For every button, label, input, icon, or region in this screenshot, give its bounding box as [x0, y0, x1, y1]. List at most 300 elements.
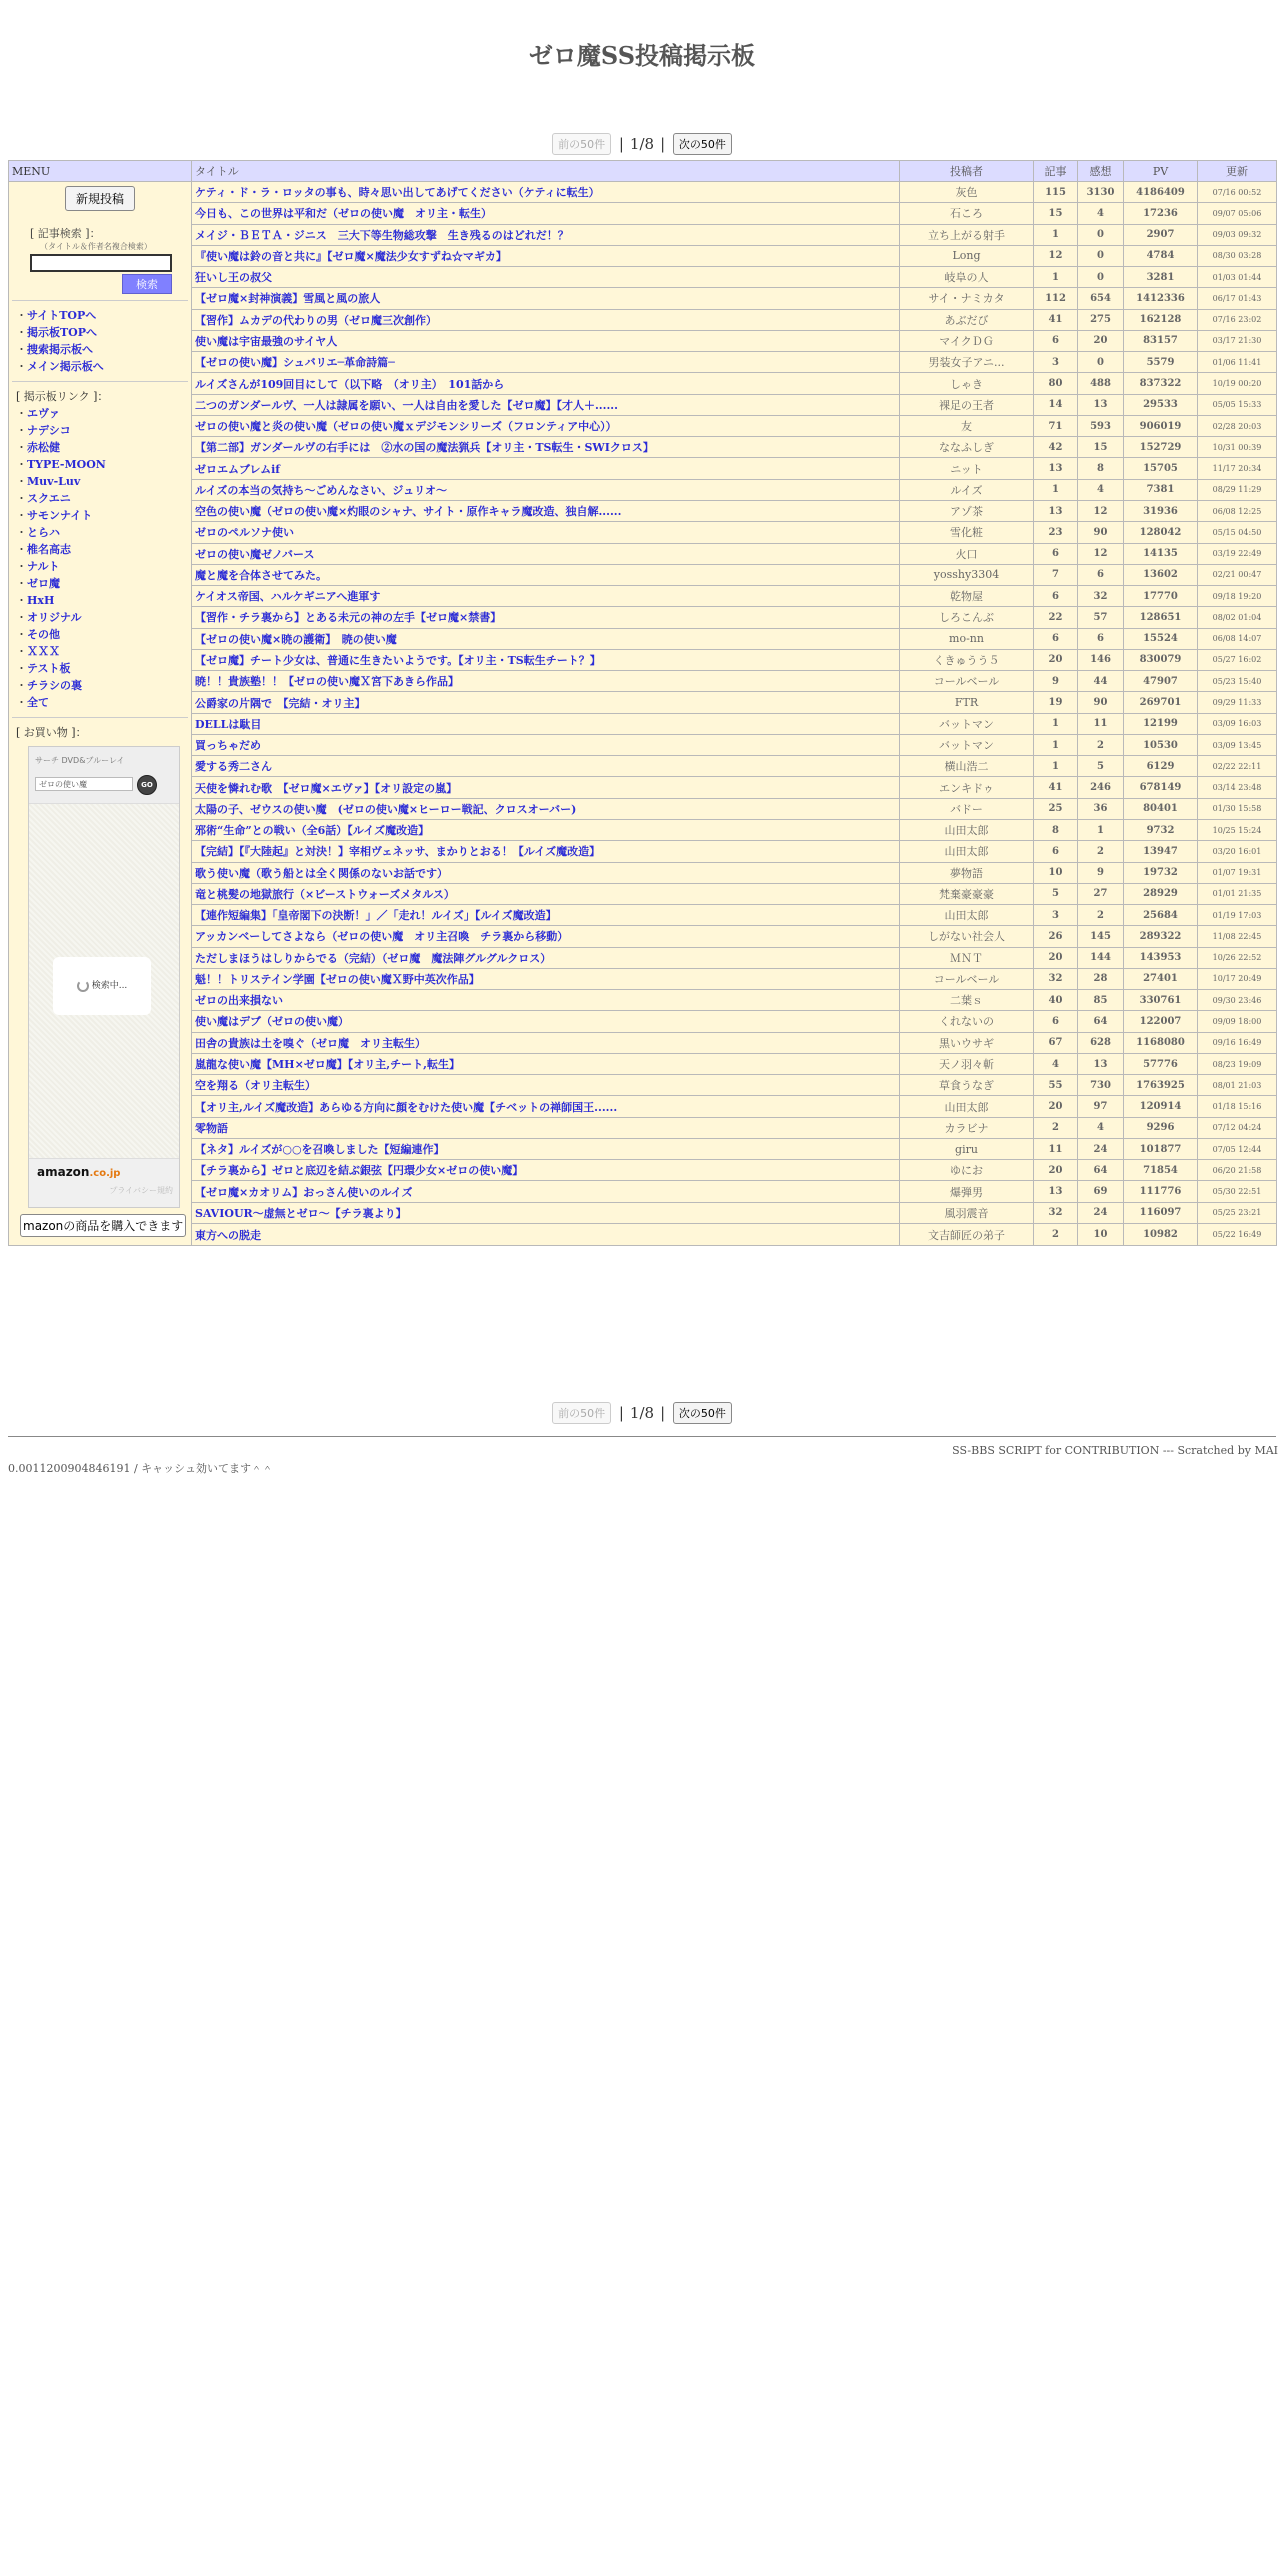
thread-comments: 4 [1078, 1117, 1124, 1138]
thread-title-link[interactable]: ゼロのペルソナ使い [192, 522, 900, 543]
thread-pv: 15705 [1124, 458, 1198, 479]
thread-date: 02/22 22:11 [1198, 756, 1277, 777]
thread-author: 石ころ [900, 203, 1034, 224]
thread-author: ニット [900, 458, 1034, 479]
thread-posts: 6 [1034, 841, 1078, 862]
bbs-link[interactable]: Muv-Luv [27, 475, 81, 488]
thread-title-link[interactable]: 買っちゃだめ [192, 734, 900, 755]
search-label: [ 記事検索 ]： [30, 227, 101, 240]
thread-title-link[interactable]: 使い魔はデブ（ゼロの使い魔） [192, 1011, 900, 1032]
thread-pv: 5579 [1124, 352, 1198, 373]
thread-date: 01/30 15:58 [1198, 798, 1277, 819]
thread-posts: 9 [1034, 671, 1078, 692]
thread-comments: 144 [1078, 947, 1124, 968]
thread-comments: 3130 [1078, 182, 1124, 203]
page-indicator: 1/8 [629, 1404, 655, 1422]
thread-comments: 69 [1078, 1181, 1124, 1202]
thread-comments: 57 [1078, 607, 1124, 628]
thread-title-link[interactable]: ゼロエムブレムif [192, 458, 900, 479]
thread-pv: 3281 [1124, 267, 1198, 288]
thread-author: くれないの [900, 1011, 1034, 1032]
thread-posts: 19 [1034, 692, 1078, 713]
thread-comments: 97 [1078, 1096, 1124, 1117]
thread-posts: 6 [1034, 586, 1078, 607]
thread-pv: 13947 [1124, 841, 1198, 862]
thread-posts: 80 [1034, 373, 1078, 394]
thread-posts: 14 [1034, 394, 1078, 415]
thread-date: 08/29 11:29 [1198, 479, 1277, 500]
thread-comments: 2 [1078, 841, 1124, 862]
amazon-logo[interactable] [37, 1165, 120, 1179]
bbs-link-item: ・オリジナル [16, 611, 82, 624]
thread-title-link[interactable]: 二つのガンダールヴ、一人は隷属を願い、一人は自由を愛した【ゼロ魔】【才人＋...... [192, 394, 900, 415]
table-row [9, 182, 1277, 203]
thread-title-link[interactable]: ただしまほうはしりからでる（完結）（ゼロ魔 魔法陣グルグルクロス） [192, 947, 900, 968]
thread-author: 岐阜の人 [900, 267, 1034, 288]
thread-posts: 20 [1034, 1160, 1078, 1181]
thread-posts: 6 [1034, 1011, 1078, 1032]
thread-title-link[interactable]: 竜と桃髪の地獄旅行（×ビーストウォーズメタルス） [192, 883, 900, 904]
nav-link[interactable]: 掲示板TOPへ [27, 326, 98, 339]
thread-comments: 8 [1078, 458, 1124, 479]
bbs-link[interactable]: エヴァ [27, 407, 60, 420]
bbs-link-item: ・TYPE-MOON [16, 458, 106, 471]
board [8, 160, 1276, 1246]
thread-date: 07/16 00:52 [1198, 182, 1277, 203]
thread-author: しろこんぶ [900, 607, 1034, 628]
shopping-header: [ お買い物 ]： [16, 726, 87, 739]
thread-author: 黒いウサギ [900, 1032, 1034, 1053]
thread-title-link[interactable]: ケイオス帝国、ハルケギニアへ進軍す [192, 586, 900, 607]
thread-pv: 116097 [1124, 1202, 1198, 1223]
bbs-link-item: ・テスト板 [16, 662, 71, 675]
thread-title-link[interactable]: 空を翔る（オリ主転生） [192, 1075, 900, 1096]
thread-posts: 1 [1034, 267, 1078, 288]
menu-header: MENU [9, 161, 192, 182]
thread-author: バットマン [900, 713, 1034, 734]
thread-pv: 330761 [1124, 990, 1198, 1011]
thread-posts: 4 [1034, 1053, 1078, 1074]
thread-title-link[interactable]: 【習作】ムカデの代わりの男（ゼロ魔三次創作） [192, 309, 900, 330]
thread-author: バドー [900, 798, 1034, 819]
bbs-link[interactable]: 全て [27, 696, 49, 709]
bbs-link[interactable]: ＸＸＸ [27, 645, 60, 658]
bbs-link[interactable]: HxH [27, 594, 55, 607]
bbs-link[interactable]: その他 [27, 628, 60, 641]
thread-title-link[interactable]: ゼロの使い魔と炎の使い魔（ゼロの使い魔ｘデジモンシリーズ（フロンティア中心）） [192, 415, 900, 436]
bbs-link-item: ・ＸＸＸ [16, 645, 60, 658]
thread-pv: 143953 [1124, 947, 1198, 968]
thread-title-link[interactable]: 天使を憐れむ歌 【ゼロ魔×エヴァ】【オリ設定の嵐】 [192, 777, 900, 798]
thread-title-link[interactable]: 邪術“生命”との戦い（全6話）【ルイズ魔改造】 [192, 819, 900, 840]
thread-author: ななふしぎ [900, 437, 1034, 458]
table-row [9, 522, 1277, 543]
shopping [12, 724, 188, 1245]
amazon-search-label: サーチ DVD&ブルーレイ [35, 756, 125, 765]
thread-pv: 57776 [1124, 1053, 1198, 1074]
thread-pv: 10982 [1124, 1224, 1198, 1246]
thread-comments: 6 [1078, 628, 1124, 649]
thread-pv: 678149 [1124, 777, 1198, 798]
thread-title-link[interactable]: 田舎の貴族は土を嗅ぐ（ゼロ魔 オリ主転生） [192, 1032, 900, 1053]
thread-comments: 90 [1078, 692, 1124, 713]
nav-link-item: ・サイトTOPへ [16, 309, 97, 322]
thread-pv: 83157 [1124, 330, 1198, 351]
amazon-privacy-link[interactable]: プライバシー規約 [109, 1186, 173, 1195]
bbs-link[interactable]: TYPE-MOON [27, 458, 106, 471]
thread-title-link[interactable]: 公爵家の片隅で 【完結・オリ主】 [192, 692, 900, 713]
thread-title-link[interactable]: 使い魔は宇宙最強のサイヤ人 [192, 330, 900, 351]
thread-title-link[interactable]: 零物語 [192, 1117, 900, 1138]
thread-author: しがない社会人 [900, 926, 1034, 947]
thread-comments: 12 [1078, 500, 1124, 521]
thread-pv: 10530 [1124, 734, 1198, 755]
thread-date: 03/09 16:03 [1198, 713, 1277, 734]
thread-title-link[interactable]: 【ゼロの使い魔】シュバリエ─革命詩篇─ [192, 352, 900, 373]
amazon-footer [29, 1158, 179, 1207]
bbs-link-item: ・椎名高志 [16, 543, 71, 556]
thread-title-link[interactable]: 東方への脱走 [192, 1224, 900, 1246]
thread-posts: 20 [1034, 1096, 1078, 1117]
thread-author: 山田太郎 [900, 1096, 1034, 1117]
thread-posts: 8 [1034, 819, 1078, 840]
thread-title-link[interactable]: ゼロの出来損ない [192, 990, 900, 1011]
bbs-link-item: ・全て [16, 696, 49, 709]
table-row [9, 203, 1277, 224]
thread-posts: 1 [1034, 224, 1078, 245]
thread-pv: 906019 [1124, 415, 1198, 436]
prev-page-button[interactable]: 前の50件 [552, 133, 611, 155]
thread-author: 裸足の王者 [900, 394, 1034, 415]
thread-posts: 20 [1034, 947, 1078, 968]
nav-link[interactable]: メイン掲示板へ [27, 360, 104, 373]
nav-link-item: ・掲示板TOPへ [16, 326, 98, 339]
thread-posts: 13 [1034, 458, 1078, 479]
divider [12, 300, 188, 301]
search-input[interactable] [30, 254, 172, 272]
thread-pv: 15524 [1124, 628, 1198, 649]
thread-posts: 2 [1034, 1117, 1078, 1138]
bbs-link[interactable]: ナルト [27, 560, 60, 573]
thread-author: アゾ茶 [900, 500, 1034, 521]
thread-date: 01/06 11:41 [1198, 352, 1277, 373]
thread-title-link[interactable]: ルイズの本当の気持ち～ごめんなさい、ジュリオ～ [192, 479, 900, 500]
thread-title-link[interactable]: 太陽の子、ゼウスの使い魔 (ゼロの使い魔×ヒーロー戦記、クロスオーバー) [192, 798, 900, 819]
thread-author: 爆弾男 [900, 1181, 1034, 1202]
table-row [9, 671, 1277, 692]
thread-title-link[interactable]: 暁！！貴族塾！！【ゼロの使い魔Ｘ宮下あきら作品】 [192, 671, 900, 692]
pv-header: PV [1124, 161, 1198, 182]
bbs-link[interactable]: ナデシコ [27, 424, 71, 437]
thread-pv: 7381 [1124, 479, 1198, 500]
thread-title-link[interactable]: 『使い魔は鈴の音と共に』【ゼロ魔×魔法少女すずね☆マギカ】 [192, 245, 900, 266]
thread-author: バットマン [900, 734, 1034, 755]
thread-date: 08/30 03:28 [1198, 245, 1277, 266]
thread-title-link[interactable]: 【ゼロ魔】チート少女は、普通に生きたいようです。【オリ主・TS転生チート？】 [192, 649, 900, 670]
thread-date: 03/09 13:45 [1198, 734, 1277, 755]
table-row [9, 1011, 1277, 1032]
search-box [30, 225, 188, 294]
thread-date: 01/19 17:03 [1198, 905, 1277, 926]
page-title: ゼロ魔SS投稿掲示板 [528, 41, 756, 70]
pager-separator: | [618, 135, 624, 153]
amazon-search-input[interactable]: ゼロの使い魔 [35, 777, 133, 791]
bbs-link[interactable]: チラシの裏 [27, 679, 82, 692]
thread-author: マイクＤＧ [900, 330, 1034, 351]
thread-comments: 488 [1078, 373, 1124, 394]
thread-posts: 13 [1034, 1181, 1078, 1202]
bbs-link[interactable]: ゼロ魔 [27, 577, 60, 590]
thread-author: サイ・ナミカタ [900, 288, 1034, 309]
thread-posts: 10 [1034, 862, 1078, 883]
thread-pv: 9296 [1124, 1117, 1198, 1138]
thread-posts: 55 [1034, 1075, 1078, 1096]
thread-date: 09/03 09:32 [1198, 224, 1277, 245]
thread-title-link[interactable]: 【完結】【『大陸起』と対決！】宰相ヴェネッサ、まかりとおる！【ルイズ魔改造】 [192, 841, 900, 862]
thread-comments: 13 [1078, 394, 1124, 415]
thread-date: 09/30 23:46 [1198, 990, 1277, 1011]
thread-author: 山田太郎 [900, 905, 1034, 926]
thread-comments: 10 [1078, 1224, 1124, 1246]
thread-title-link[interactable]: 【ゼロ魔×カオリム】おっさん使いのルイズ [192, 1181, 900, 1202]
thread-date: 05/30 22:51 [1198, 1181, 1277, 1202]
thread-comments: 2 [1078, 905, 1124, 926]
thread-title-link[interactable]: 【習作・チラ裏から】とある未元の神の左手【ゼロ魔×禁書】 [192, 607, 900, 628]
thread-pv: 289322 [1124, 926, 1198, 947]
thread-title-link[interactable]: 今日も、この世界は平和だ（ゼロの使い魔 オリ主・転生） [192, 203, 900, 224]
thread-pv: 837322 [1124, 373, 1198, 394]
nav-link-item: ・捜索掲示板へ [16, 343, 93, 356]
pager-separator: | [660, 135, 666, 153]
table-row [9, 500, 1277, 521]
thread-title-link[interactable]: 魁！！トリステイン学園【ゼロの使い魔Ｘ野中英次作品】 [192, 968, 900, 989]
footer-credit: SS-BBS SCRIPT for CONTRIBUTION --- Scratched by MAI [952, 1444, 1278, 1457]
table-row [9, 883, 1277, 904]
thread-posts: 23 [1034, 522, 1078, 543]
thread-title-link[interactable]: ケティ・ド・ラ・ロッタの事も、時々思い出してあげてください（ケティに転生） [192, 182, 900, 203]
divider [12, 381, 188, 382]
thread-pv: 830079 [1124, 649, 1198, 670]
thread-posts: 22 [1034, 607, 1078, 628]
thread-title-link[interactable]: 【ネタ】ルイズが○○を召喚しました【短編連作】 [192, 1138, 900, 1159]
thread-pv: 28929 [1124, 883, 1198, 904]
thread-posts: 1 [1034, 479, 1078, 500]
bbs-link-item: ・チラシの裏 [16, 679, 82, 692]
thread-date: 02/21 00:47 [1198, 564, 1277, 585]
thread-posts: 6 [1034, 628, 1078, 649]
bbs-link[interactable]: サモンナイト [27, 509, 93, 522]
bbs-link[interactable]: とらハ [27, 526, 60, 539]
table-row [9, 586, 1277, 607]
prev-page-button[interactable]: 前の50件 [552, 1402, 611, 1424]
bbs-links [12, 388, 188, 711]
nav-link[interactable]: 捜索掲示板へ [27, 343, 93, 356]
thread-date: 06/17 01:43 [1198, 288, 1277, 309]
thread-pv: 80401 [1124, 798, 1198, 819]
table-row [9, 394, 1277, 415]
thread-author: yosshy3304 [900, 564, 1034, 585]
thread-pv: 1168080 [1124, 1032, 1198, 1053]
thread-title-link[interactable]: 愛する秀二さん [192, 756, 900, 777]
thread-date: 09/16 16:49 [1198, 1032, 1277, 1053]
next-page-button[interactable]: 次の50件 [673, 1402, 732, 1424]
thread-comments: 246 [1078, 777, 1124, 798]
thread-title-link[interactable]: DELLは駄目 [192, 713, 900, 734]
thread-date: 02/28 20:03 [1198, 415, 1277, 436]
bbs-link-item: ・サモンナイト [16, 509, 93, 522]
bbs-link[interactable]: 赤松健 [27, 441, 60, 454]
thread-posts: 115 [1034, 182, 1078, 203]
thread-title-link[interactable]: 嵐龍な使い魔【MH×ゼロ魔】【オリ主,チート,転生】 [192, 1053, 900, 1074]
thread-comments: 15 [1078, 437, 1124, 458]
footer-divider [8, 1436, 1276, 1437]
thread-posts: 20 [1034, 649, 1078, 670]
table-row [9, 437, 1277, 458]
thread-posts: 26 [1034, 926, 1078, 947]
table-row [9, 245, 1277, 266]
thread-date: 10/25 15:24 [1198, 819, 1277, 840]
amazon-go-button[interactable]: GO [137, 775, 157, 795]
thread-comments: 0 [1078, 352, 1124, 373]
thread-author: 乾物屋 [900, 586, 1034, 607]
bbs-link[interactable]: スクエニ [27, 492, 71, 505]
next-page-button[interactable]: 次の50件 [673, 133, 732, 155]
thread-comments: 1 [1078, 819, 1124, 840]
table-row [9, 628, 1277, 649]
thread-date: 09/29 11:33 [1198, 692, 1277, 713]
thread-comments: 628 [1078, 1032, 1124, 1053]
thread-posts: 112 [1034, 288, 1078, 309]
thread-title-link[interactable]: 空色の使い魔（ゼロの使い魔×灼眼のシャナ、サイト・原作キャラ魔改造、独自解...... [192, 500, 900, 521]
thread-pv: 19732 [1124, 862, 1198, 883]
thread-title-link[interactable]: 狂いし王の叔父 [192, 267, 900, 288]
amazon-buy-button[interactable]: mazonの商品を購入できます [20, 1214, 186, 1237]
new-post-button[interactable]: 新規投稿 [65, 186, 135, 211]
thread-comments: 90 [1078, 522, 1124, 543]
thread-pv: 17236 [1124, 203, 1198, 224]
thread-title-link[interactable]: ゼロの使い魔ゼノバース [192, 543, 900, 564]
bbs-link[interactable]: オリジナル [27, 611, 82, 624]
thread-author: 夢物語 [900, 862, 1034, 883]
table-row [9, 288, 1277, 309]
table-row [9, 1224, 1277, 1246]
thread-title-link[interactable]: アッカンベーしてさよなら（ゼロの使い魔 オリ主召喚 チラ裏から移動） [192, 926, 900, 947]
table-row [9, 564, 1277, 585]
thread-title-link[interactable]: 【ゼロの使い魔×暁の護衛】 暁の使い魔 [192, 628, 900, 649]
thread-date: 08/23 19:09 [1198, 1053, 1277, 1074]
thread-title-link[interactable]: 【チラ裏から】ゼロと底辺を結ぶ銀弦【円環少女×ゼロの使い魔】 [192, 1160, 900, 1181]
thread-title-link[interactable]: 歌う使い魔（歌う船とは全く関係のないお話です） [192, 862, 900, 883]
table-row [9, 713, 1277, 734]
thread-date: 07/05 12:44 [1198, 1138, 1277, 1159]
thread-pv: 14135 [1124, 543, 1198, 564]
thread-title-link[interactable]: ルイズさんが109回目にして（以下略 （オリ主） 101話から [192, 373, 900, 394]
thread-comments: 36 [1078, 798, 1124, 819]
thread-date: 06/08 12:25 [1198, 500, 1277, 521]
thread-author: 天ノ羽々斬 [900, 1053, 1034, 1074]
comments-header: 感想 [1078, 161, 1124, 182]
thread-title-link[interactable]: 【オリ主,ルイズ魔改造】あらゆる方向に顔をむけた使い魔【チベットの禅師国王...... [192, 1096, 900, 1117]
divider [12, 717, 188, 718]
thread-author: ＭＮＴ [900, 947, 1034, 968]
bbs-link[interactable]: テスト板 [27, 662, 71, 675]
thread-title-link[interactable]: メイジ・ＢＥＴＡ・ジニス 三大下等生物総攻撃 生き残るのはどれだ！？ [192, 224, 900, 245]
thread-posts: 1 [1034, 734, 1078, 755]
thread-author: ゆにお [900, 1160, 1034, 1181]
table-row [9, 543, 1277, 564]
thread-pv: 47907 [1124, 671, 1198, 692]
thread-pv: 17770 [1124, 586, 1198, 607]
thread-pv: 101877 [1124, 1138, 1198, 1159]
thread-title-link[interactable]: 【ゼロ魔×封神演義】雪風と風の旅人 [192, 288, 900, 309]
thread-comments: 64 [1078, 1160, 1124, 1181]
thread-posts: 7 [1034, 564, 1078, 585]
sidebar [9, 182, 192, 1246]
nav-link[interactable]: サイトTOPへ [27, 309, 97, 322]
table-row [9, 926, 1277, 947]
thread-date: 05/27 16:02 [1198, 649, 1277, 670]
thread-pv: 27401 [1124, 968, 1198, 989]
thread-title-link[interactable]: 【連作短編集】「皇帝閣下の決断！」／「走れ！ルイズ」【ルイズ魔改造】 [192, 905, 900, 926]
thread-comments: 32 [1078, 586, 1124, 607]
thread-pv: 1412336 [1124, 288, 1198, 309]
nav-link-item: ・メイン掲示板へ [16, 360, 104, 373]
pager-separator: | [660, 1404, 666, 1422]
table-row [9, 1032, 1277, 1053]
table-row [9, 1053, 1277, 1074]
table-row [9, 862, 1277, 883]
thread-comments: 24 [1078, 1202, 1124, 1223]
thread-comments: 6 [1078, 564, 1124, 585]
thread-posts: 1 [1034, 713, 1078, 734]
table-row [9, 352, 1277, 373]
thread-posts: 5 [1034, 883, 1078, 904]
thread-date: 10/31 00:39 [1198, 437, 1277, 458]
thread-title-link[interactable]: 魔と魔を合体させてみた。 [192, 564, 900, 585]
thread-comments: 730 [1078, 1075, 1124, 1096]
thread-comments: 85 [1078, 990, 1124, 1011]
pager-separator: | [618, 1404, 624, 1422]
bbs-link-item: ・ナルト [16, 560, 60, 573]
search-button[interactable]: 検索 [122, 274, 172, 294]
thread-author: mo-nn [900, 628, 1034, 649]
table-row [9, 330, 1277, 351]
thread-author: 立ち上がる射手 [900, 224, 1034, 245]
thread-date: 09/09 18:00 [1198, 1011, 1277, 1032]
table-row [9, 224, 1277, 245]
table-row [9, 607, 1277, 628]
thread-date: 06/08 14:07 [1198, 628, 1277, 649]
bbs-link[interactable]: 椎名高志 [27, 543, 71, 556]
thread-author: 友 [900, 415, 1034, 436]
thread-comments: 24 [1078, 1138, 1124, 1159]
thread-date: 10/17 20:49 [1198, 968, 1277, 989]
thread-posts: 13 [1034, 500, 1078, 521]
thread-posts: 6 [1034, 543, 1078, 564]
thread-author: 横山浩二 [900, 756, 1034, 777]
thread-pv: 152729 [1124, 437, 1198, 458]
thread-comments: 145 [1078, 926, 1124, 947]
thread-author: カラビナ [900, 1117, 1034, 1138]
bbs-link-item: ・スクエニ [16, 492, 71, 505]
thread-posts: 3 [1034, 352, 1078, 373]
thread-author: コールベール [900, 671, 1034, 692]
thread-posts: 42 [1034, 437, 1078, 458]
thread-title-link[interactable]: 【第二部】ガンダールヴの右手には ②水の国の魔法猟兵【オリ主・TS転生・SWIクロス】 [192, 437, 900, 458]
table-row [9, 798, 1277, 819]
thread-author: FTR [900, 692, 1034, 713]
thread-title-link[interactable]: SAVIOUR～虚無とゼロ～【チラ裏より】 [192, 1202, 900, 1223]
